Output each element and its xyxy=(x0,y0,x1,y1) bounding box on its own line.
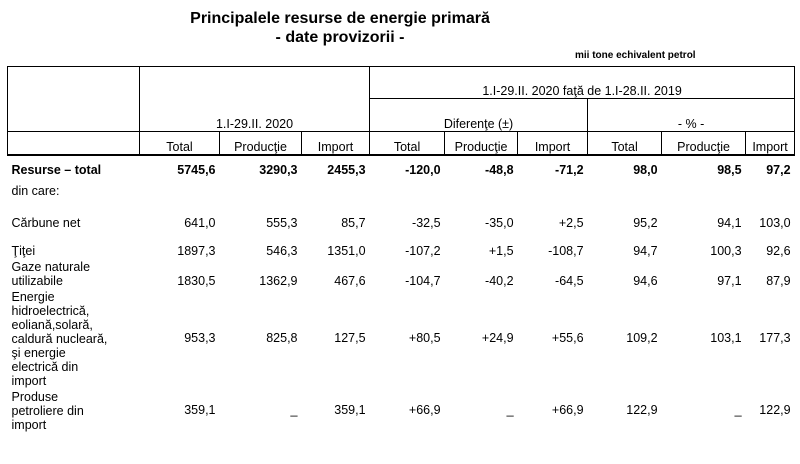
cell: 92,6 xyxy=(766,243,791,258)
table-row xyxy=(8,230,795,258)
cell: +80,5 xyxy=(408,330,441,345)
col-header: Producţie xyxy=(220,132,302,155)
cell: -35,0 xyxy=(485,215,514,230)
cell: 546,3 xyxy=(266,243,298,258)
cell: 359,1 xyxy=(184,402,216,417)
col-header: Import xyxy=(746,132,795,155)
row-label: Ţiţei xyxy=(11,243,36,258)
row-label xyxy=(8,388,140,432)
col-header: Total xyxy=(140,132,220,155)
row-label: Resurse – total xyxy=(8,155,140,177)
header-blank xyxy=(8,67,140,132)
cell: +55,6 xyxy=(551,330,584,345)
cell: -40,2 xyxy=(485,273,514,288)
row-label-line: import xyxy=(11,373,47,388)
row-label-line: hidroelectrică, xyxy=(11,303,90,318)
cell: -104,7 xyxy=(405,273,441,288)
col-header: Producţie xyxy=(445,132,518,155)
cell: 94,1 xyxy=(717,215,742,230)
header-comparison: 1.I-29.II. 2020 faţă de 1.I-28.II. 2019 xyxy=(370,67,795,99)
row-label xyxy=(8,258,140,288)
row-label-line: eoliană,solară, xyxy=(11,317,93,332)
header-pct-group: - % - xyxy=(588,99,795,132)
cell: 359,1 xyxy=(334,402,366,417)
cell: -64,5 xyxy=(555,273,584,288)
cell: 97,1 xyxy=(717,273,742,288)
row-label-line: utilizabile xyxy=(11,273,63,288)
cell: 2455,3 xyxy=(302,155,370,177)
cell: 467,6 xyxy=(334,273,366,288)
cell: 1897,3 xyxy=(177,243,216,258)
cell: 1362,9 xyxy=(259,273,298,288)
cell: +66,9 xyxy=(408,402,441,417)
cell: 103,0 xyxy=(759,215,791,230)
table-row xyxy=(8,388,795,432)
row-label-line: petroliere din xyxy=(11,403,84,418)
cell: 122,9 xyxy=(626,402,658,417)
cell: -71,2 xyxy=(518,155,588,177)
cell: 87,9 xyxy=(766,273,791,288)
cell: 1351,0 xyxy=(327,243,366,258)
cell: 95,2 xyxy=(633,215,658,230)
cell: 641,0 xyxy=(184,215,216,230)
row-label xyxy=(8,288,140,388)
table-row xyxy=(8,177,795,198)
cell: +2,5 xyxy=(558,215,584,230)
header-period-current: 1.I-29.II. 2020 xyxy=(140,67,370,132)
row-label-line: import xyxy=(11,417,47,432)
cell: -48,8 xyxy=(445,155,518,177)
cell: -107,2 xyxy=(405,243,441,258)
row-label-line: Gaze naturale xyxy=(11,259,91,274)
cell: 122,9 xyxy=(759,402,791,417)
row-label-line: caldură nucleară, xyxy=(11,331,108,346)
table-row xyxy=(8,198,795,230)
col-header: Producţie xyxy=(662,132,746,155)
col-header: Import xyxy=(302,132,370,155)
table-row xyxy=(8,155,795,177)
cell: 98,0 xyxy=(588,155,662,177)
row-label-line: Energie xyxy=(11,289,55,304)
cell: 953,3 xyxy=(184,330,216,345)
cell: 1830,5 xyxy=(177,273,216,288)
cell: 98,5 xyxy=(662,155,746,177)
energy-resources-table xyxy=(7,66,795,432)
cell: _ xyxy=(506,402,514,417)
cell: 97,2 xyxy=(746,155,795,177)
cell: +1,5 xyxy=(488,243,514,258)
cell: 177,3 xyxy=(759,330,791,345)
row-label: din care: xyxy=(11,183,60,198)
cell: 100,3 xyxy=(710,243,742,258)
unit-note: mii tone echivalent petrol xyxy=(575,50,696,61)
cell: 94,7 xyxy=(633,243,658,258)
col-header: Import xyxy=(518,132,588,155)
cell: _ xyxy=(734,402,742,417)
cell: 103,1 xyxy=(710,330,742,345)
cell: 109,2 xyxy=(626,330,658,345)
cell: -108,7 xyxy=(548,243,584,258)
cell: 3290,3 xyxy=(220,155,302,177)
table-row xyxy=(8,258,795,288)
header-blank-sub xyxy=(8,132,140,155)
cell: -120,0 xyxy=(370,155,445,177)
cell: _ xyxy=(290,402,298,417)
row-label: Cărbune net xyxy=(11,215,81,230)
cell: -32,5 xyxy=(412,215,441,230)
header-diff-group: Diferenţe (±) xyxy=(370,99,588,132)
col-header: Total xyxy=(370,132,445,155)
row-label-line: electrică din xyxy=(11,359,79,374)
table-row xyxy=(8,288,795,388)
cell: +24,9 xyxy=(481,330,514,345)
cell: 127,5 xyxy=(334,330,366,345)
page-title: Principalele resurse de energie primară xyxy=(190,10,490,27)
cell: 555,3 xyxy=(266,215,298,230)
cell: 825,8 xyxy=(266,330,298,345)
cell: +66,9 xyxy=(551,402,584,417)
col-header: Total xyxy=(588,132,662,155)
cell: 85,7 xyxy=(341,215,366,230)
page-subtitle: - date provizorii - xyxy=(275,29,405,46)
cell: 5745,6 xyxy=(140,155,220,177)
row-label-line: Produse xyxy=(11,389,59,404)
row-label-line: şi energie xyxy=(11,345,66,360)
cell: 94,6 xyxy=(633,273,658,288)
